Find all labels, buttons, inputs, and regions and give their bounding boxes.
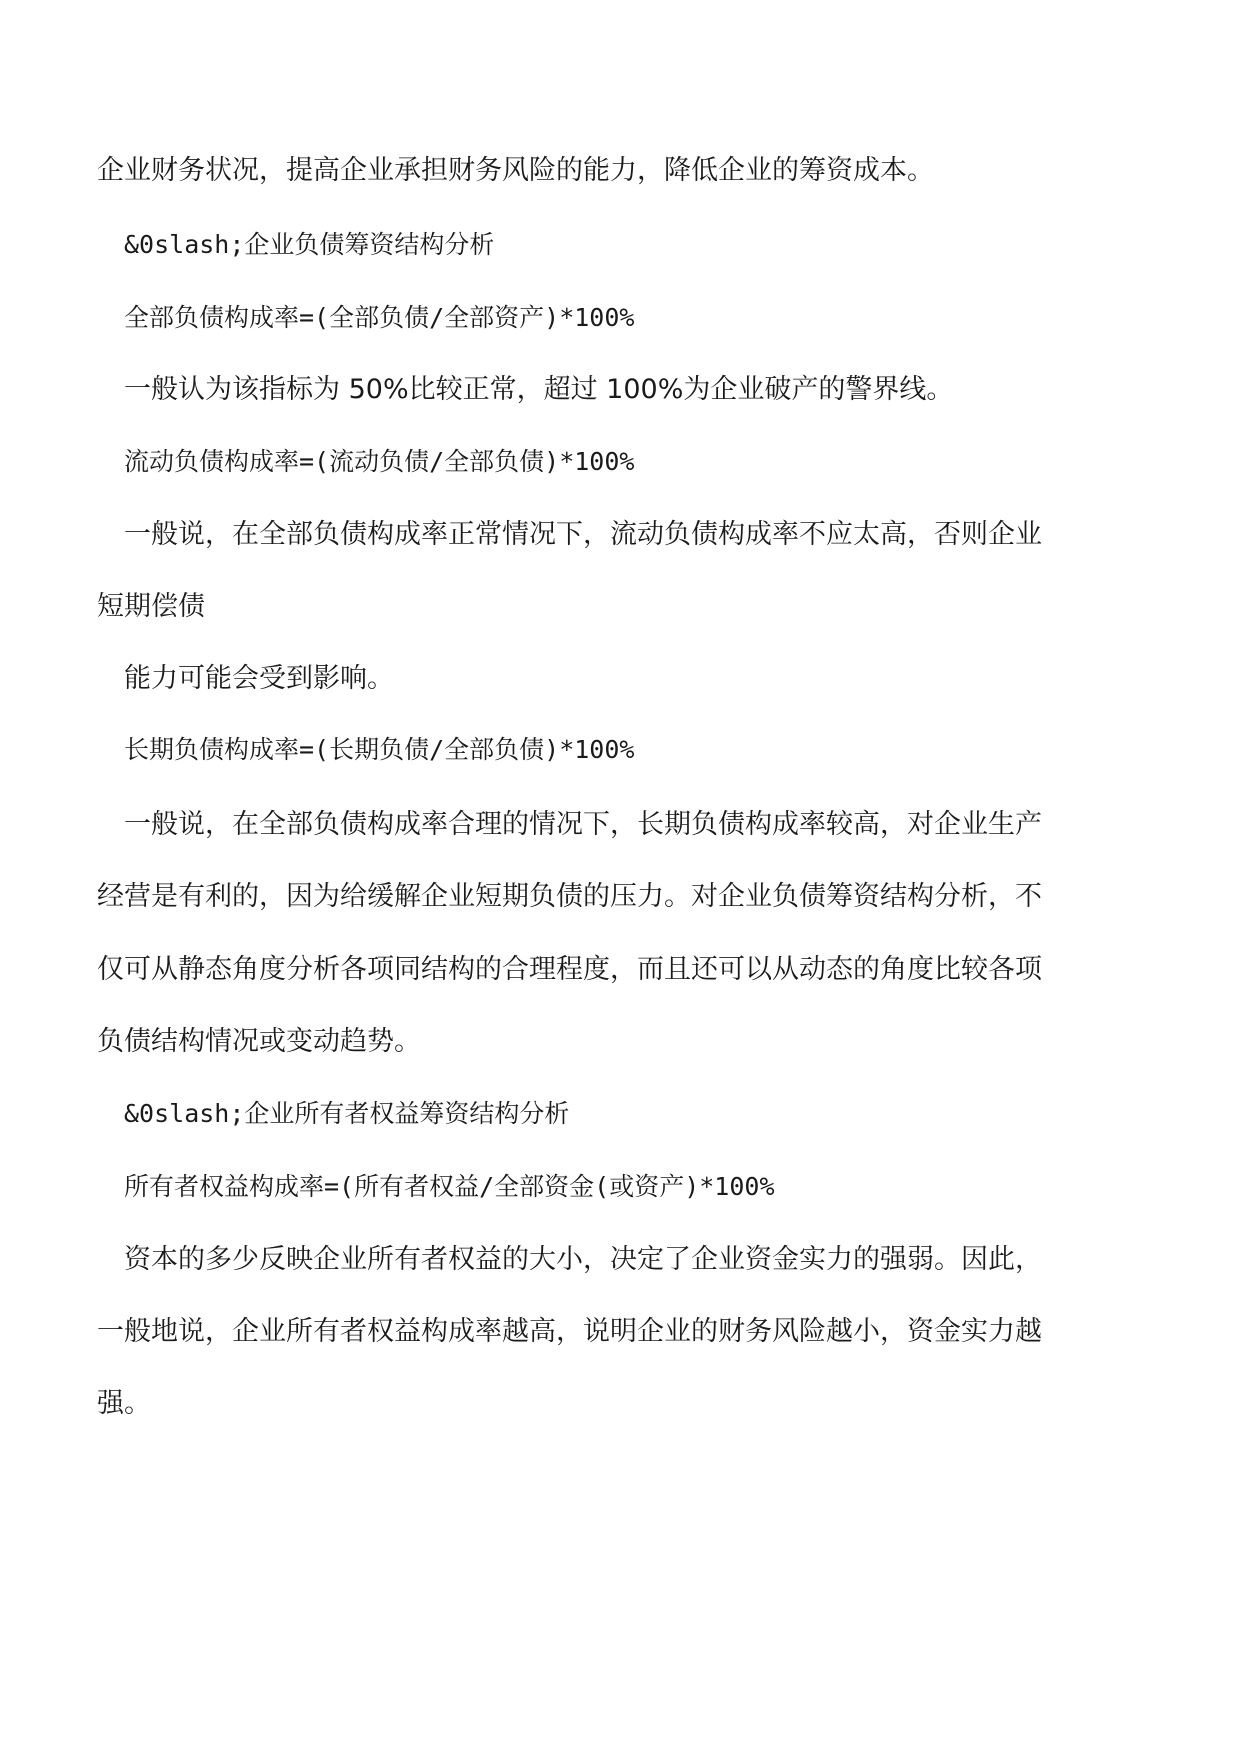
formula-line: 所有者权益构成率=(所有者权益/全部资金(或资产)*100%: [124, 1172, 775, 1201]
paragraph-line: 一般地说，企业所有者权益构成率越高，说明企业的财务风险越小，资金实力越: [97, 1316, 1042, 1347]
paragraph-line: 企业财务状况，提高企业承担财务风险的能力，降低企业的筹资成本。: [97, 155, 934, 186]
paragraph-line: 一般说，在全部负债构成率正常情况下，流动负债构成率不应太高，否则企业: [124, 519, 1042, 550]
paragraph-line: 能力可能会受到影响。: [124, 663, 394, 694]
section-heading: &0slash;企业负债筹资结构分析: [124, 230, 495, 259]
paragraph-line: 仅可从静态角度分析各项同结构的合理程度，而且还可以从动态的角度比较各项: [97, 954, 1042, 985]
paragraph-line: 负债结构情况或变动趋势。: [97, 1026, 421, 1057]
paragraph-line: 强。: [97, 1388, 151, 1419]
paragraph-line: 短期偿债: [97, 591, 205, 622]
paragraph-line: 一般说，在全部负债构成率合理的情况下，长期负债构成率较高，对企业生产: [124, 809, 1042, 840]
section-heading: &0slash;企业所有者权益筹资结构分析: [124, 1099, 570, 1128]
formula-line: 长期负债构成率=(长期负债/全部负债)*100%: [124, 735, 635, 764]
paragraph-line: 资本的多少反映企业所有者权益的大小，决定了企业资金实力的强弱。因此，: [124, 1244, 1042, 1275]
formula-line: 全部负债构成率=(全部负债/全部资产)*100%: [124, 303, 635, 332]
paragraph-line: 经营是有利的，因为给缓解企业短期负债的压力。对企业负债筹资结构分析，不: [97, 881, 1042, 912]
formula-line: 流动负债构成率=(流动负债/全部负债)*100%: [124, 447, 635, 476]
paragraph-line: 一般认为该指标为 50%比较正常，超过 100%为企业破产的警界线。: [124, 374, 954, 405]
